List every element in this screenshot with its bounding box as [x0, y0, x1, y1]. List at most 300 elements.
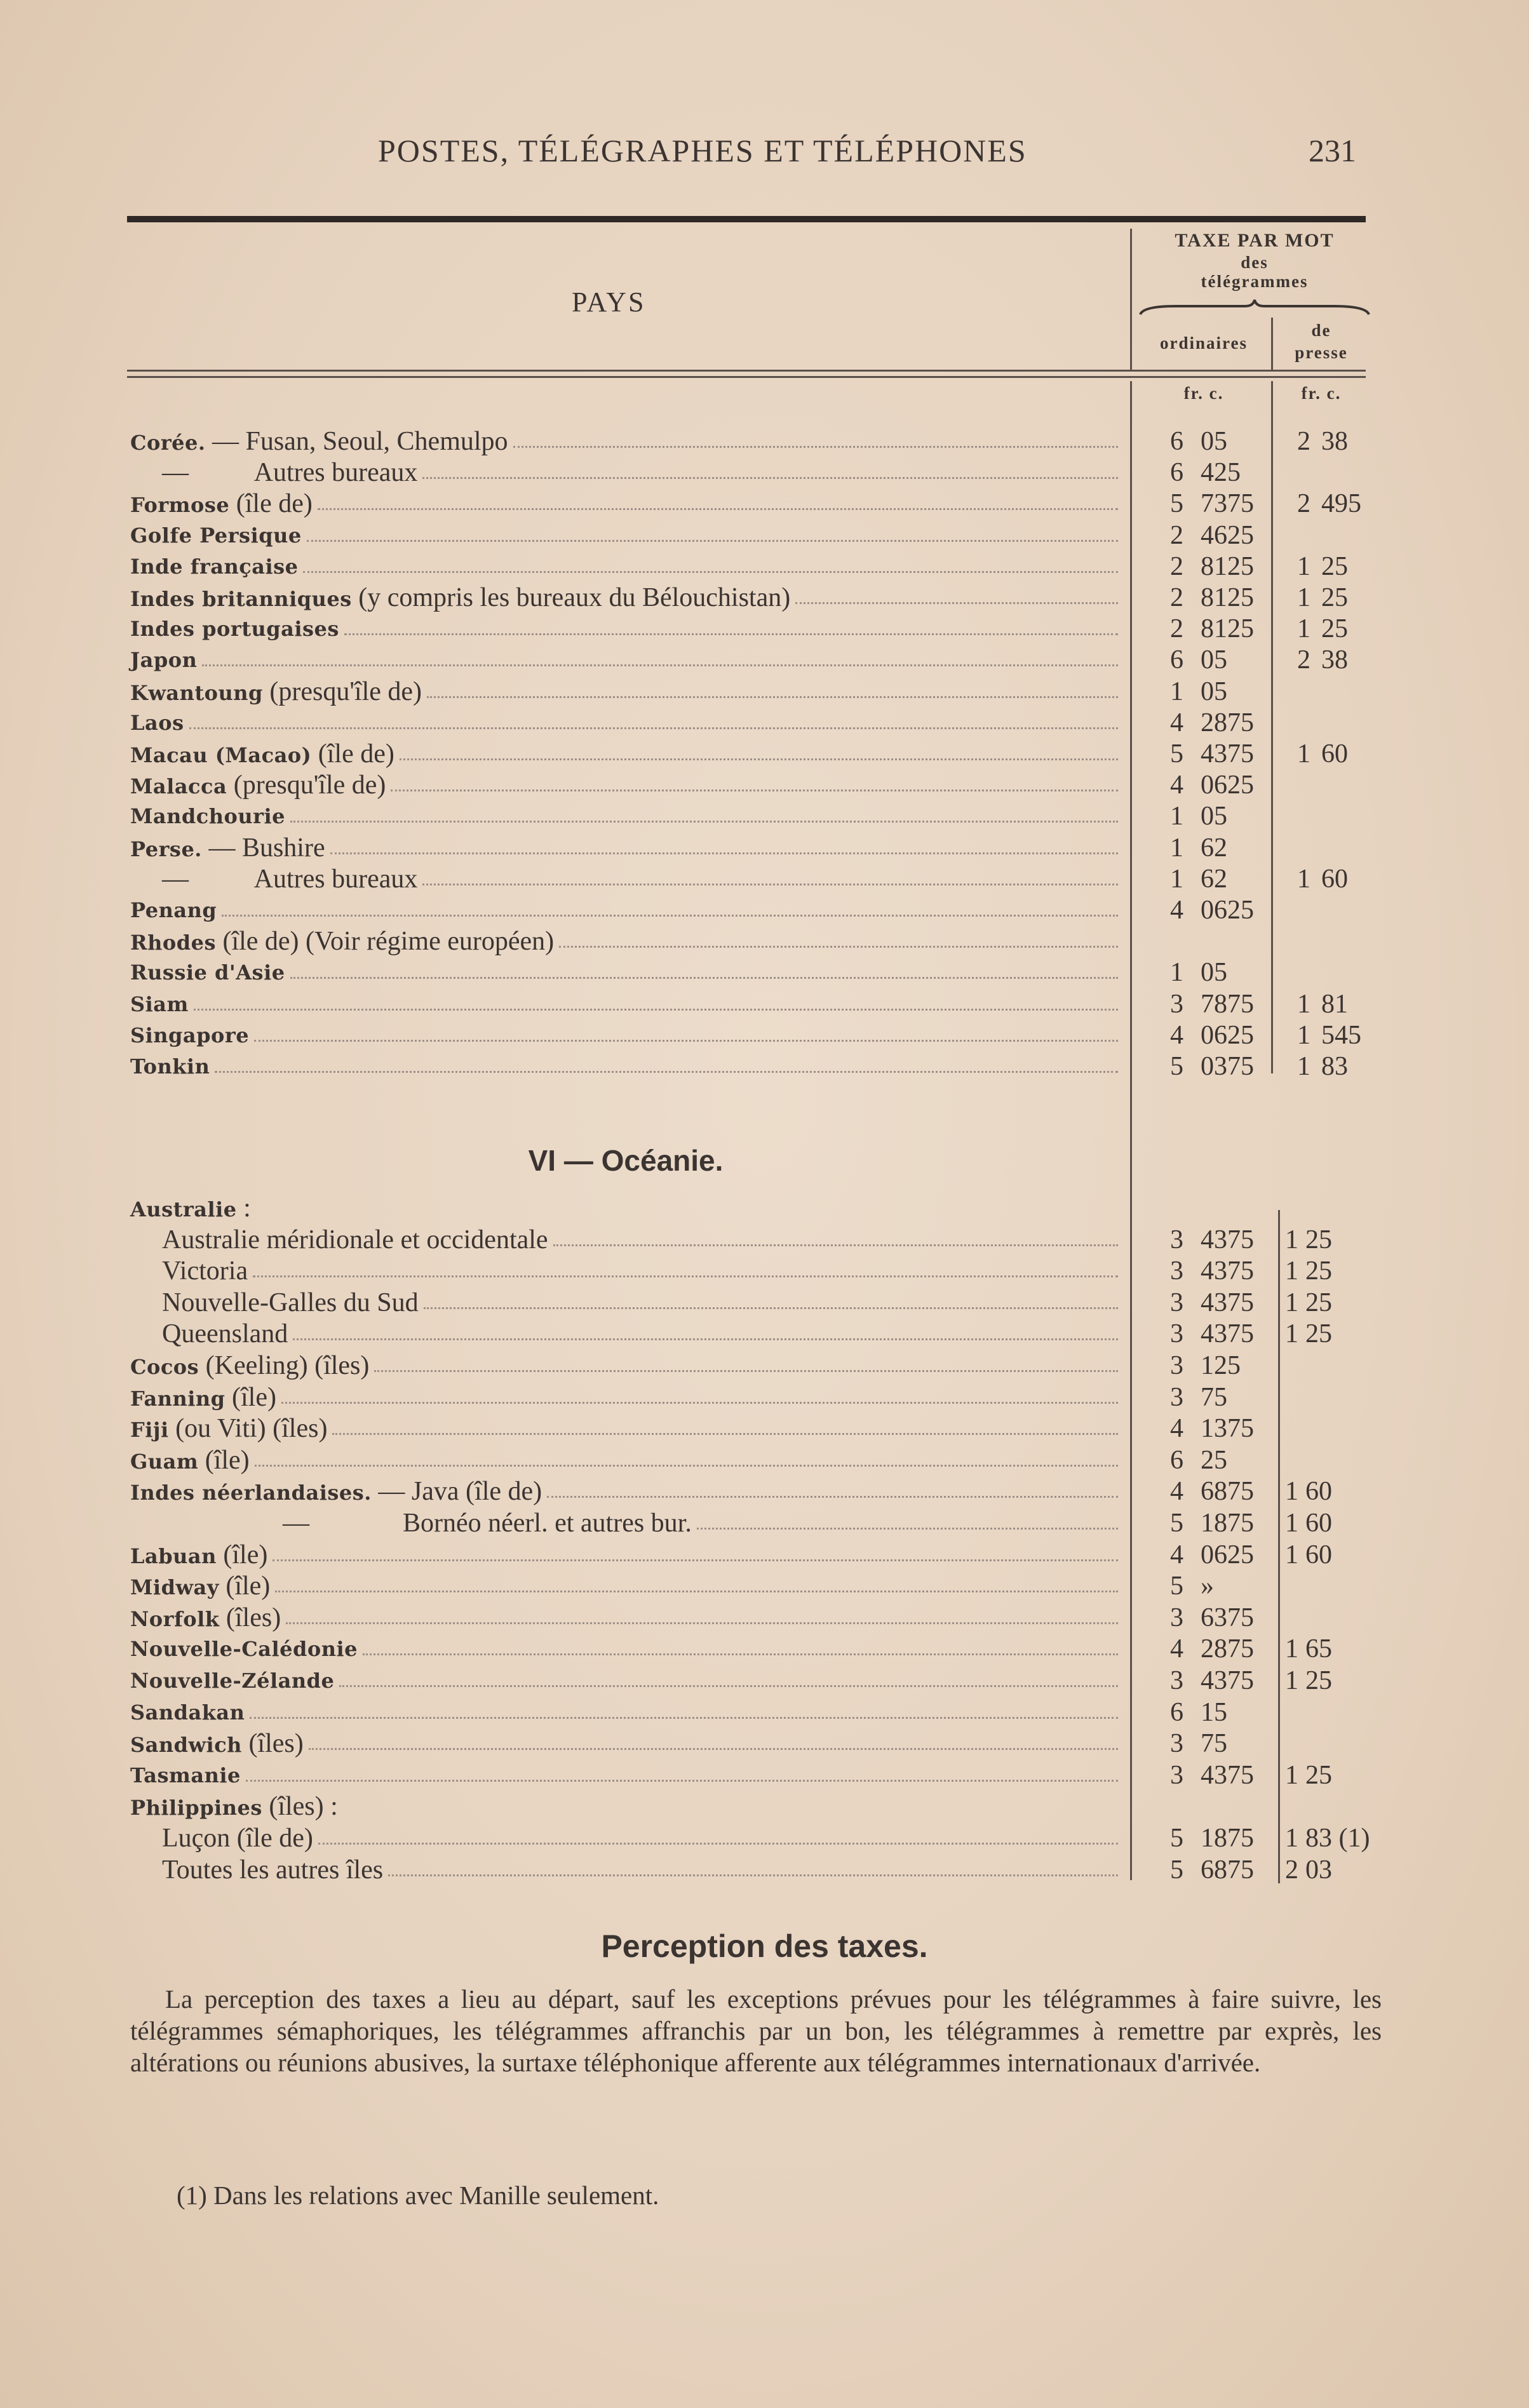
tax-ordinaires: 05: [1201, 427, 1227, 456]
tax-ordinaires: 4: [1170, 1540, 1183, 1570]
country-name-bold: Australie: [130, 1197, 237, 1221]
country-name-bold: Midway: [130, 1575, 219, 1600]
table-row: [130, 1318, 1401, 1350]
tax-ordinaires: 05: [1201, 676, 1227, 706]
tax-ordinaires: 5: [1170, 1052, 1183, 1081]
table-row: [130, 769, 1401, 801]
tax-presse: 65: [1305, 1634, 1332, 1664]
column-header-taxe: TAXE PAR MOT: [1175, 230, 1335, 251]
tax-presse: 81: [1321, 989, 1348, 1019]
tax-ordinaires: 4: [1170, 1477, 1183, 1507]
country-name: [130, 1444, 250, 1477]
country-name: [130, 426, 508, 459]
country-name-bold: Corée.: [130, 431, 206, 455]
tax-presse: 25: [1305, 1256, 1332, 1286]
table-row: [130, 988, 1401, 1020]
country-detail: — Fusan, Seoul, Chemulpo: [205, 427, 508, 456]
table-row: [130, 1413, 1401, 1444]
tax-presse: 2: [1297, 489, 1310, 519]
leader-dots: [307, 540, 1118, 542]
tax-ordinaires: 7375: [1201, 489, 1254, 519]
leader-dots: [422, 884, 1118, 885]
leader-dots: [339, 1685, 1118, 1687]
country-detail: (îles): [241, 1729, 304, 1759]
country-name-bold: Indes britanniques: [130, 587, 352, 611]
country-detail: :: [236, 1194, 251, 1223]
country-detail: (île): [219, 1571, 271, 1601]
tax-ordinaires: 5: [1170, 489, 1183, 519]
tax-ordinaires: 4: [1170, 1414, 1183, 1444]
country-detail: (île de): [311, 739, 394, 769]
country-name-bold: Tonkin: [130, 1054, 210, 1079]
table-row: [130, 644, 1401, 676]
country-name: [130, 832, 325, 865]
tax-ordinaires: 4: [1170, 896, 1183, 925]
leader-dots: [400, 758, 1118, 760]
table-row: [130, 957, 1401, 988]
country-name-bold: Penang: [130, 898, 217, 922]
perception-title: Perception des taxes.: [601, 1928, 928, 1964]
header-rule: [127, 370, 1366, 372]
leader-dots: [553, 1244, 1118, 1246]
country-name: [130, 1728, 304, 1761]
tax-ordinaires: 75: [1201, 1729, 1227, 1759]
country-detail: Luçon (île de): [162, 1824, 313, 1853]
table-row: [130, 1602, 1401, 1634]
tax-ordinaires: 2875: [1201, 1634, 1254, 1664]
table-row: [130, 488, 1401, 520]
tax-ordinaires: 8125: [1201, 583, 1254, 612]
country-name-bold: Inde française: [130, 554, 299, 579]
table-row: [130, 1255, 1401, 1287]
tax-presse: 1: [1297, 1020, 1310, 1050]
column-header-ordinaires: ordinaires: [1159, 333, 1248, 353]
tax-presse: 1: [1297, 583, 1310, 612]
country-name: [162, 1822, 313, 1854]
tax-ordinaires: 7875: [1201, 989, 1254, 1019]
leader-dots: [318, 1843, 1118, 1845]
tax-presse: 83 (1): [1305, 1824, 1370, 1853]
tax-ordinaires: 2: [1170, 551, 1183, 581]
leader-dots: [281, 1402, 1118, 1404]
country-name: [130, 1602, 281, 1635]
leader-dots: [215, 1071, 1118, 1073]
tax-ordinaires: 4375: [1201, 1288, 1254, 1317]
tax-presse: 1: [1285, 1256, 1298, 1286]
tax-ordinaires: 0625: [1201, 1540, 1254, 1570]
tax-ordinaires: 3: [1170, 1729, 1183, 1759]
table-row: [130, 1382, 1401, 1413]
tax-ordinaires: 3: [1170, 1382, 1183, 1412]
leader-dots: [427, 696, 1118, 698]
tax-ordinaires: 5: [1170, 1571, 1183, 1601]
country-name-bold: Kwantoung: [130, 680, 263, 705]
tax-ordinaires: 6: [1170, 427, 1183, 456]
tax-presse: 38: [1321, 645, 1348, 675]
tax-ordinaires: 4: [1170, 1020, 1183, 1050]
table-row: [130, 1051, 1401, 1082]
tax-ordinaires: 1875: [1201, 1509, 1254, 1538]
tax-ordinaires: 1: [1170, 802, 1183, 831]
tax-ordinaires: 5: [1170, 1824, 1183, 1853]
country-name-bold: Nouvelle-Calédonie: [130, 1637, 358, 1662]
country-name: [130, 1019, 249, 1051]
section-title: VI — Océanie.: [528, 1144, 724, 1177]
tax-presse: 1: [1285, 1824, 1298, 1853]
leader-dots: [391, 790, 1118, 791]
country-detail: — Bushire: [201, 833, 325, 863]
leader-dots: [286, 1622, 1118, 1624]
table-row: [130, 707, 1401, 739]
tax-presse: 1: [1297, 739, 1310, 769]
country-name: [130, 894, 217, 926]
country-detail: Toutes les autres îles: [162, 1855, 384, 1885]
tax-presse: 25: [1305, 1319, 1332, 1349]
tax-ordinaires: 2: [1170, 583, 1183, 612]
tax-presse: 545: [1321, 1020, 1361, 1050]
tax-ordinaires: 4375: [1201, 1760, 1254, 1790]
country-name: [130, 707, 184, 739]
leader-dots: [275, 1591, 1118, 1592]
leader-dots: [254, 1040, 1118, 1042]
country-name: [130, 1413, 327, 1446]
tax-ordinaires: 6: [1170, 645, 1183, 675]
tax-ordinaires: 6: [1170, 1697, 1183, 1727]
tax-presse: 1: [1285, 1319, 1298, 1349]
tax-ordinaires: »: [1201, 1571, 1214, 1601]
country-name-bold: Perse.: [130, 837, 202, 861]
table-row: [130, 1539, 1401, 1571]
leader-dots: [189, 727, 1118, 729]
table-row: [130, 1570, 1401, 1602]
country-detail: — Java (île de): [371, 1477, 542, 1507]
country-name: [283, 1507, 692, 1539]
country-name-bold: Fiji: [130, 1418, 169, 1443]
country-detail: (île): [216, 1540, 268, 1570]
column-divider: [1271, 318, 1273, 370]
column-header-pays: PAYS: [572, 286, 646, 318]
country-name-bold: Japon: [130, 648, 198, 673]
leader-dots: [332, 1433, 1118, 1435]
country-name: [130, 1791, 338, 1824]
leader-dots: [363, 1653, 1118, 1655]
country-detail: (presqu'île de): [262, 676, 422, 706]
tax-presse: 1: [1285, 1634, 1298, 1664]
tax-ordinaires: 4375: [1201, 1225, 1254, 1254]
leader-dots: [318, 508, 1118, 510]
country-name: [130, 1350, 369, 1383]
table-row: [130, 1633, 1401, 1665]
country-detail: (île de) (Voir régime européen): [215, 927, 555, 957]
tax-presse: 25: [1305, 1225, 1332, 1254]
country-detail: (île): [198, 1445, 250, 1475]
leader-dots: [222, 915, 1118, 917]
leader-dots: [255, 1465, 1118, 1467]
units-presse: fr. c.: [1301, 384, 1342, 403]
running-title: POSTES, TÉLÉGRAPHES ET TÉLÉPHONES: [378, 133, 1027, 168]
country-detail: (Keeling) (îles): [199, 1351, 370, 1380]
country-name-bold: Sandakan: [130, 1700, 245, 1725]
tax-presse: 1: [1285, 1509, 1298, 1538]
country-name-bold: Guam: [130, 1449, 199, 1474]
country-name-bold: Mandchourie: [130, 804, 286, 829]
tax-ordinaires: 3: [1170, 989, 1183, 1019]
tax-presse: 25: [1321, 551, 1348, 581]
table-row: [130, 1854, 1401, 1886]
tax-ordinaires: 125: [1201, 1351, 1241, 1380]
tax-ordinaires: 0625: [1201, 770, 1254, 800]
tax-presse: 83: [1321, 1052, 1348, 1081]
leader-dots: [330, 852, 1118, 854]
country-name: [130, 1192, 251, 1225]
table-row: [130, 925, 1401, 957]
country-detail: — Autres bureaux: [162, 458, 418, 488]
country-detail: (îles): [219, 1603, 281, 1632]
table-row: [130, 1476, 1401, 1507]
tax-ordinaires: 3: [1170, 1225, 1183, 1254]
tax-presse: 1: [1297, 614, 1310, 644]
country-name-bold: Fanning: [130, 1386, 226, 1411]
country-name-bold: Nouvelle-Zélande: [130, 1669, 335, 1693]
table-row: [130, 1697, 1401, 1728]
country-name: [162, 457, 417, 488]
leader-dots: [303, 571, 1118, 573]
country-name: [130, 925, 554, 958]
units-ordinaires: fr. c.: [1183, 384, 1224, 403]
brace-icon: [1137, 299, 1372, 318]
leader-dots: [374, 1370, 1118, 1372]
leader-dots: [194, 1009, 1118, 1011]
tax-presse: 1: [1297, 989, 1310, 1019]
table-row: [130, 863, 1401, 895]
tax-ordinaires: 15: [1201, 1697, 1227, 1727]
table-row: [130, 457, 1401, 488]
country-name: [130, 1382, 276, 1415]
country-name: [130, 582, 790, 615]
tax-presse: 60: [1321, 739, 1348, 769]
tax-presse: 60: [1321, 864, 1348, 894]
tax-ordinaires: 6: [1170, 1445, 1183, 1475]
leader-dots: [795, 602, 1118, 604]
country-name: [130, 1665, 334, 1697]
tax-presse: 495: [1321, 489, 1361, 519]
country-name: [130, 988, 189, 1020]
leader-dots: [697, 1528, 1118, 1530]
country-name: [130, 1539, 267, 1572]
table-row: [130, 1444, 1401, 1476]
tax-ordinaires: 4375: [1201, 1256, 1254, 1286]
column-header-telegrammes: télégrammes: [1201, 272, 1309, 291]
tax-ordinaires: 1375: [1201, 1414, 1254, 1444]
country-name-bold: Laos: [130, 710, 184, 735]
country-name-bold: Indes néerlandaises.: [130, 1481, 372, 1505]
tax-ordinaires: 3: [1170, 1256, 1183, 1286]
tax-ordinaires: 4: [1170, 1634, 1183, 1664]
country-name-bold: Labuan: [130, 1544, 217, 1568]
country-name: [130, 1633, 358, 1665]
leader-dots: [273, 1559, 1118, 1561]
table-row: [130, 1350, 1401, 1382]
table-row: [130, 426, 1401, 457]
country-name: [130, 1476, 542, 1509]
tax-ordinaires: 5: [1170, 1509, 1183, 1538]
tax-ordinaires: 3: [1170, 1288, 1183, 1317]
country-name-bold: Sandwich: [130, 1733, 242, 1758]
country-name: [130, 738, 394, 771]
tax-presse: 60: [1305, 1477, 1332, 1507]
table-row: [130, 1019, 1401, 1051]
leader-dots: [513, 446, 1118, 448]
country-name: [162, 1224, 548, 1256]
country-name-bold: Rhodes: [130, 931, 216, 955]
table-row: [130, 1287, 1401, 1319]
tax-presse: 03: [1305, 1855, 1332, 1885]
leader-dots: [246, 1780, 1118, 1782]
tax-ordinaires: 3: [1170, 1351, 1183, 1380]
country-detail: (presqu'île de): [227, 770, 386, 800]
tax-ordinaires: 0625: [1201, 1020, 1254, 1050]
country-name: [130, 1051, 210, 1082]
tax-ordinaires: 3: [1170, 1319, 1183, 1349]
tax-ordinaires: 05: [1201, 958, 1227, 988]
country-name: [130, 613, 339, 645]
tax-ordinaires: 2875: [1201, 708, 1254, 737]
tax-ordinaires: 62: [1201, 833, 1227, 863]
tax-ordinaires: 4375: [1201, 1666, 1254, 1695]
leader-dots: [547, 1496, 1118, 1498]
tax-ordinaires: 1: [1170, 676, 1183, 706]
country-name: [130, 769, 386, 802]
country-name: [130, 520, 302, 551]
tax-ordinaires: 4: [1170, 708, 1183, 737]
country-name-bold: Golfe Persique: [130, 523, 302, 548]
table-row: [130, 894, 1401, 926]
column-header-de: de: [1311, 321, 1331, 340]
table-row: [130, 676, 1401, 708]
tax-presse: 1: [1285, 1666, 1298, 1695]
country-name: [130, 800, 285, 832]
tax-presse: 25: [1321, 614, 1348, 644]
header-rule: [127, 376, 1366, 378]
country-name-bold: Formose: [130, 493, 230, 518]
leader-dots: [290, 977, 1118, 979]
tax-presse: 1: [1297, 551, 1310, 581]
tax-ordinaires: 62: [1201, 864, 1227, 894]
tax-ordinaires: 05: [1201, 802, 1227, 831]
leader-dots: [290, 821, 1118, 823]
leader-dots: [250, 1717, 1118, 1719]
country-name-bold: Macau (Macao): [130, 743, 312, 767]
tax-presse: 2: [1297, 427, 1310, 456]
column-header-des: des: [1241, 253, 1269, 272]
tax-ordinaires: 1: [1170, 833, 1183, 863]
tax-ordinaires: 8125: [1201, 551, 1254, 581]
tax-ordinaires: 3: [1170, 1666, 1183, 1695]
table-row: [130, 582, 1401, 614]
top-rule: [127, 216, 1366, 222]
country-name-bold: Cocos: [130, 1355, 199, 1379]
tax-presse: 1: [1285, 1540, 1298, 1570]
country-name: [130, 1570, 270, 1603]
table-row: [130, 1665, 1401, 1697]
table-row: [130, 1192, 1401, 1224]
tax-ordinaires: 2: [1170, 614, 1183, 644]
country-name: [130, 644, 197, 676]
country-detail: Nouvelle-Galles du Sud: [162, 1288, 419, 1317]
country-name: [162, 1255, 248, 1287]
tax-ordinaires: 6375: [1201, 1603, 1254, 1632]
leader-dots: [422, 477, 1118, 479]
country-name: [130, 676, 422, 709]
country-name-bold: Norfolk: [130, 1606, 220, 1631]
country-detail: (île): [225, 1382, 276, 1412]
country-name: [130, 488, 313, 521]
tax-ordinaires: 4375: [1201, 1319, 1254, 1349]
country-detail: (ou Viti) (îles): [168, 1414, 328, 1444]
table-row: [130, 738, 1401, 770]
leader-dots: [293, 1338, 1118, 1340]
leader-dots: [202, 664, 1118, 666]
perception-paragraph: La perception des taxes a lieu au départ, sauf les exceptions prévues pour les télégrammes à faire suivre, les télégrammes sémaphoriques, les télégrammes affranchis par un bon, les télégrammes à remettre par exprès, les altérations ou réunions abusives, la surtaxe téléphonique afferente aux télégrammes internationaux d'arrivée.: [130, 1984, 1382, 2077]
tax-ordinaires: 0625: [1201, 896, 1254, 925]
tax-ordinaires: 0375: [1201, 1052, 1254, 1081]
leader-dots: [344, 633, 1118, 635]
tax-presse: 60: [1305, 1540, 1332, 1570]
country-name-bold: Singapore: [130, 1023, 250, 1047]
tax-presse: 1: [1285, 1288, 1298, 1317]
table-row: [130, 1507, 1401, 1539]
tax-presse: 2: [1297, 645, 1310, 675]
country-name-bold: Malacca: [130, 774, 227, 799]
country-name: [130, 551, 298, 582]
leader-dots: [424, 1307, 1118, 1309]
tax-ordinaires: 8125: [1201, 614, 1254, 644]
table-row: [130, 1759, 1401, 1791]
table-row: [130, 1224, 1401, 1256]
country-detail: (y compris les bureaux du Bélouchistan): [351, 583, 791, 612]
tax-presse: 38: [1321, 427, 1348, 456]
tax-ordinaires: 4625: [1201, 520, 1254, 550]
page-number: 231: [1309, 133, 1356, 168]
leader-dots: [253, 1275, 1118, 1277]
table-row: [130, 520, 1401, 551]
table-row: [130, 800, 1401, 832]
leader-dots: [388, 1874, 1118, 1876]
country-detail: — Bornéo néerl. et autres bur.: [283, 1509, 692, 1538]
table-row: [130, 1822, 1401, 1854]
tax-ordinaires: 6: [1170, 458, 1183, 488]
tax-ordinaires: 25: [1201, 1445, 1227, 1475]
country-name: [130, 1759, 241, 1791]
country-detail: Australie méridionale et occidentale: [162, 1225, 548, 1254]
tax-ordinaires: 3: [1170, 1760, 1183, 1790]
country-detail: — Autres bureaux: [162, 864, 418, 894]
tax-presse: 25: [1305, 1666, 1332, 1695]
tax-ordinaires: 1875: [1201, 1824, 1254, 1853]
tax-ordinaires: 4: [1170, 770, 1183, 800]
country-detail: Queensland: [162, 1319, 288, 1349]
tax-ordinaires: 5: [1170, 1855, 1183, 1885]
tax-presse: 25: [1321, 583, 1348, 612]
country-name-bold: Russie d'Asie: [130, 960, 285, 985]
tax-presse: 25: [1305, 1288, 1332, 1317]
tax-ordinaires: 6875: [1201, 1855, 1254, 1885]
country-detail: Victoria: [162, 1256, 248, 1286]
country-name: [162, 1854, 383, 1886]
column-header-presse: presse: [1295, 343, 1348, 362]
table-row: [130, 1791, 1401, 1822]
country-name-bold: Philippines: [130, 1796, 262, 1820]
